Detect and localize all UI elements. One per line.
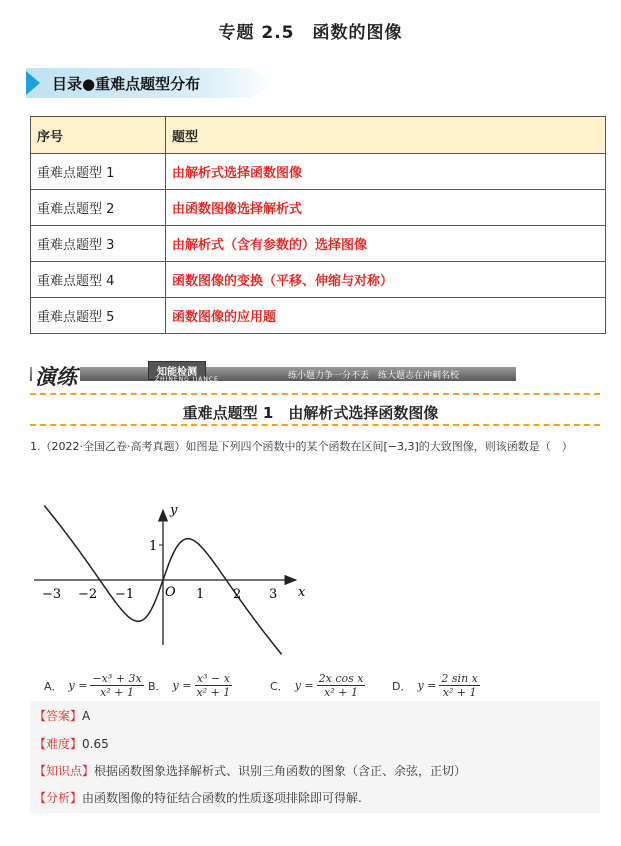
- difficulty-tag: 【难度】: [34, 737, 83, 751]
- answer-line: [34, 707, 90, 724]
- answer-value: A: [82, 709, 91, 723]
- option-fraction: [317, 672, 366, 699]
- option-lhs: y =: [172, 679, 192, 692]
- x-axis-label: x: [298, 585, 306, 600]
- row-type-link[interactable]: 函数图像的应用题: [166, 298, 606, 334]
- toc-heading: 目录●重难点题型分布: [52, 75, 201, 93]
- header-cell-index: 序号: [31, 117, 166, 154]
- option-lhs: y =: [294, 679, 314, 692]
- option-c[interactable]: [270, 672, 365, 699]
- practice-slogan: 练小题力争一分不丢 练大题志在冲刺名校: [288, 371, 460, 381]
- x-tick-label: −3: [42, 587, 62, 602]
- function-graph: [28, 500, 318, 665]
- option-numerator: 2x cos x: [318, 672, 364, 685]
- option-label: B．: [148, 679, 167, 693]
- page-title: 专题 2.5 函数的图像: [218, 23, 403, 43]
- section-title: 重难点题型 1 由解析式选择函数图像: [182, 404, 439, 422]
- practice-banner: [30, 361, 516, 387]
- table-row: [31, 262, 606, 298]
- option-label: A．: [44, 679, 63, 693]
- row-type-link[interactable]: 由函数图像选择解析式: [166, 190, 606, 226]
- option-label: C．: [270, 679, 289, 693]
- option-numerator: −x³ + 3x: [92, 672, 142, 685]
- analysis-value: 由函数图像的特征结合函数的性质逐项排除即可得解.: [82, 791, 362, 805]
- divider: [30, 424, 600, 426]
- option-b[interactable]: [148, 672, 232, 699]
- analysis-line: [34, 789, 362, 806]
- practice-tag: 知能检测: [148, 361, 206, 380]
- row-index: 重难点题型 1: [31, 154, 166, 190]
- option-numerator: x³ − x: [196, 672, 230, 685]
- knowledge-value: 根据函数图象选择解析式、识别三角函数的图象（含正、余弦，正切）: [94, 764, 467, 778]
- solution-box: [30, 701, 600, 813]
- row-type-link[interactable]: 函数图像的变换（平移、伸缩与对称）: [166, 262, 606, 298]
- difficulty-line: [34, 735, 109, 752]
- knowledge-tag: 【知识点】: [34, 764, 95, 778]
- header-cell-type: 题型: [166, 117, 606, 154]
- x-tick-label: −2: [78, 587, 98, 602]
- option-lhs: y =: [417, 679, 437, 692]
- x-tick-label: 2: [233, 587, 242, 602]
- answer-tag: 【答案】: [34, 709, 83, 723]
- practice-label: 演练: [32, 361, 80, 391]
- option-fraction: [194, 672, 232, 699]
- x-tick-label: 3: [269, 587, 278, 602]
- row-type-link[interactable]: 由解析式选择函数图像: [166, 154, 606, 190]
- question-text: 1.（2022·全国乙卷·高考真题）如图是下列四个函数中的某个函数在区间[−3,3]的大致图像，则该函数是（ ）: [30, 440, 573, 453]
- row-index: 重难点题型 4: [31, 262, 166, 298]
- option-label: D．: [392, 679, 412, 693]
- practice-sub: ZHINENG JIANCE: [155, 376, 219, 383]
- option-denominator: x² + 1: [196, 686, 231, 699]
- toc-banner: [26, 68, 276, 98]
- table-row: [31, 154, 606, 190]
- analysis-tag: 【分析】: [34, 791, 83, 805]
- row-index: 重难点题型 5: [31, 298, 166, 334]
- y-tick-label: 1: [149, 539, 158, 554]
- x-tick-label: −1: [115, 587, 135, 602]
- knowledge-line: [34, 762, 466, 779]
- option-numerator: 2 sin x: [441, 672, 478, 685]
- toc-table: [30, 116, 606, 334]
- option-denominator: x² + 1: [100, 686, 134, 699]
- origin-label: O: [165, 585, 176, 600]
- table-row: [31, 298, 606, 334]
- y-axis-label: y: [170, 503, 178, 518]
- divider: [30, 393, 600, 395]
- table-row: [31, 226, 606, 262]
- table-header-row: [31, 117, 606, 154]
- row-index: 重难点题型 3: [31, 226, 166, 262]
- option-a[interactable]: [44, 672, 144, 699]
- difficulty-value: 0.65: [82, 737, 109, 751]
- option-denominator: x² + 1: [442, 686, 477, 699]
- x-tick-label: 1: [196, 587, 205, 602]
- option-denominator: x² + 1: [324, 686, 358, 699]
- option-fraction: [90, 672, 143, 699]
- option-fraction: [439, 672, 479, 699]
- option-d[interactable]: [392, 672, 480, 699]
- row-type-link[interactable]: 由解析式（含有参数的）选择图像: [166, 226, 606, 262]
- table-row: [31, 190, 606, 226]
- option-lhs: y =: [68, 679, 88, 692]
- row-index: 重难点题型 2: [31, 190, 166, 226]
- arrow-icon: [26, 71, 40, 95]
